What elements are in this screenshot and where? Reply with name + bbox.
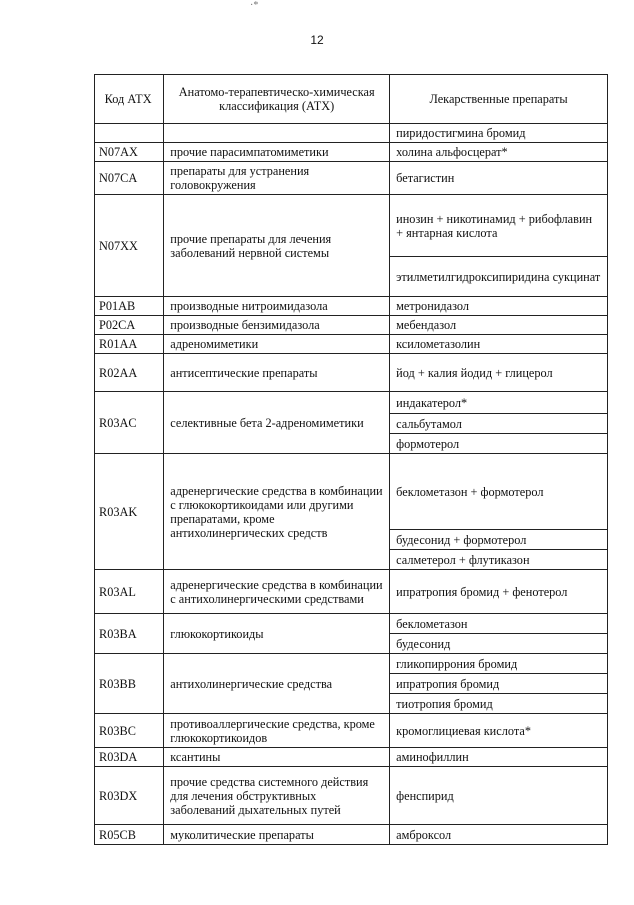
table-row	[95, 825, 608, 845]
drug-cell: бетагистин	[390, 162, 608, 195]
table-row	[95, 297, 608, 316]
classification-cell: производные бензимидазола	[164, 316, 390, 335]
drug-cell: будесонид + формотерол	[390, 530, 608, 550]
table-body	[95, 124, 608, 845]
drug-cell: ипратропия бромид + фенотерол	[390, 570, 608, 614]
drug-cell: сальбутамол	[390, 414, 608, 434]
table-row	[95, 124, 608, 143]
drug-cell: беклометазон	[390, 614, 608, 634]
classification-cell: антихолинергические средства	[164, 654, 390, 714]
atc-code-cell: R05CB	[95, 825, 164, 845]
classification-cell: прочие средства системного действия для лечения обструктивных заболеваний дыхательных путей	[164, 767, 390, 825]
table-row	[95, 748, 608, 767]
header-classification: Анатомо-терапевтическо-химическая классификация (АТХ)	[164, 75, 390, 124]
table-row	[95, 767, 608, 825]
classification-cell: прочие препараты для лечения заболеваний нервной системы	[164, 195, 390, 297]
drug-cell: мебендазол	[390, 316, 608, 335]
classification-cell: антисептические препараты	[164, 354, 390, 392]
atc-code-cell: N07CA	[95, 162, 164, 195]
page-number: 12	[310, 33, 324, 47]
classification-cell: прочие парасимпатомиметики	[164, 143, 390, 162]
table-header-row	[95, 75, 608, 124]
header-code: Код АТХ	[95, 75, 164, 124]
drug-cell: салметерол + флутиказон	[390, 550, 608, 570]
classification-cell: ксантины	[164, 748, 390, 767]
classification-cell: препараты для устранения головокружения	[164, 162, 390, 195]
drug-cell: пиридостигмина бромид	[390, 124, 608, 143]
classification-cell: адреномиметики	[164, 335, 390, 354]
drug-cell: гликопиррония бромид	[390, 654, 608, 674]
classification-cell: муколитические препараты	[164, 825, 390, 845]
classification-cell	[164, 124, 390, 143]
drug-cell: инозин + никотинамид + рибофлавин + янтарная кислота	[390, 195, 608, 257]
table-row	[95, 143, 608, 162]
table-row	[95, 454, 608, 530]
drug-cell: этилметилгидроксипиридина сукцинат	[390, 257, 608, 297]
atc-code-cell: N07XX	[95, 195, 164, 297]
atc-drug-table	[94, 74, 608, 845]
table-row	[95, 654, 608, 674]
drug-cell: кромоглициевая кислота*	[390, 714, 608, 748]
classification-cell: адренергические средства в комбинации с глюкокортикоидами или другими препаратами, кроме антихолинергических средств	[164, 454, 390, 570]
drug-cell: будесонид	[390, 634, 608, 654]
classification-cell: селективные бета 2-адреномиметики	[164, 392, 390, 454]
classification-cell: адренергические средства в комбинации с антихолинергическими средствами	[164, 570, 390, 614]
atc-code-cell: R03AC	[95, 392, 164, 454]
atc-code-cell: R03DA	[95, 748, 164, 767]
atc-code-cell: P01AB	[95, 297, 164, 316]
scan-mark: ·*	[250, 0, 259, 11]
drug-cell: тиотропия бромид	[390, 694, 608, 714]
drug-cell: аминофиллин	[390, 748, 608, 767]
classification-cell: противоаллергические средства, кроме глюкокортикоидов	[164, 714, 390, 748]
atc-code-cell: R03BA	[95, 614, 164, 654]
atc-code-cell: P02CA	[95, 316, 164, 335]
drug-cell: холина альфосцерат*	[390, 143, 608, 162]
drug-cell: амброксол	[390, 825, 608, 845]
drug-cell: ипратропия бромид	[390, 674, 608, 694]
atc-code-cell: R03BB	[95, 654, 164, 714]
drug-cell: метронидазол	[390, 297, 608, 316]
table-row	[95, 354, 608, 392]
table-row	[95, 570, 608, 614]
table-row	[95, 614, 608, 634]
drug-cell: йод + калия йодид + глицерол	[390, 354, 608, 392]
atc-code-cell: R03BC	[95, 714, 164, 748]
drug-cell: индакатерол*	[390, 392, 608, 414]
atc-code-cell	[95, 124, 164, 143]
table-row	[95, 316, 608, 335]
table-row	[95, 162, 608, 195]
table-row	[95, 335, 608, 354]
atc-code-cell: R03AK	[95, 454, 164, 570]
table-row	[95, 195, 608, 257]
drug-cell: ксилометазолин	[390, 335, 608, 354]
drug-cell: беклометазон + формотерол	[390, 454, 608, 530]
atc-code-cell: R03DX	[95, 767, 164, 825]
atc-code-cell: R02AA	[95, 354, 164, 392]
atc-code-cell: R03AL	[95, 570, 164, 614]
header-drugs: Лекарственные препараты	[390, 75, 608, 124]
atc-code-cell: R01AA	[95, 335, 164, 354]
atc-code-cell: N07AX	[95, 143, 164, 162]
classification-cell: глюкокортикоиды	[164, 614, 390, 654]
drug-cell: фенспирид	[390, 767, 608, 825]
classification-cell: производные нитроимидазола	[164, 297, 390, 316]
drug-cell: формотерол	[390, 434, 608, 454]
table-row	[95, 714, 608, 748]
table-row	[95, 392, 608, 414]
